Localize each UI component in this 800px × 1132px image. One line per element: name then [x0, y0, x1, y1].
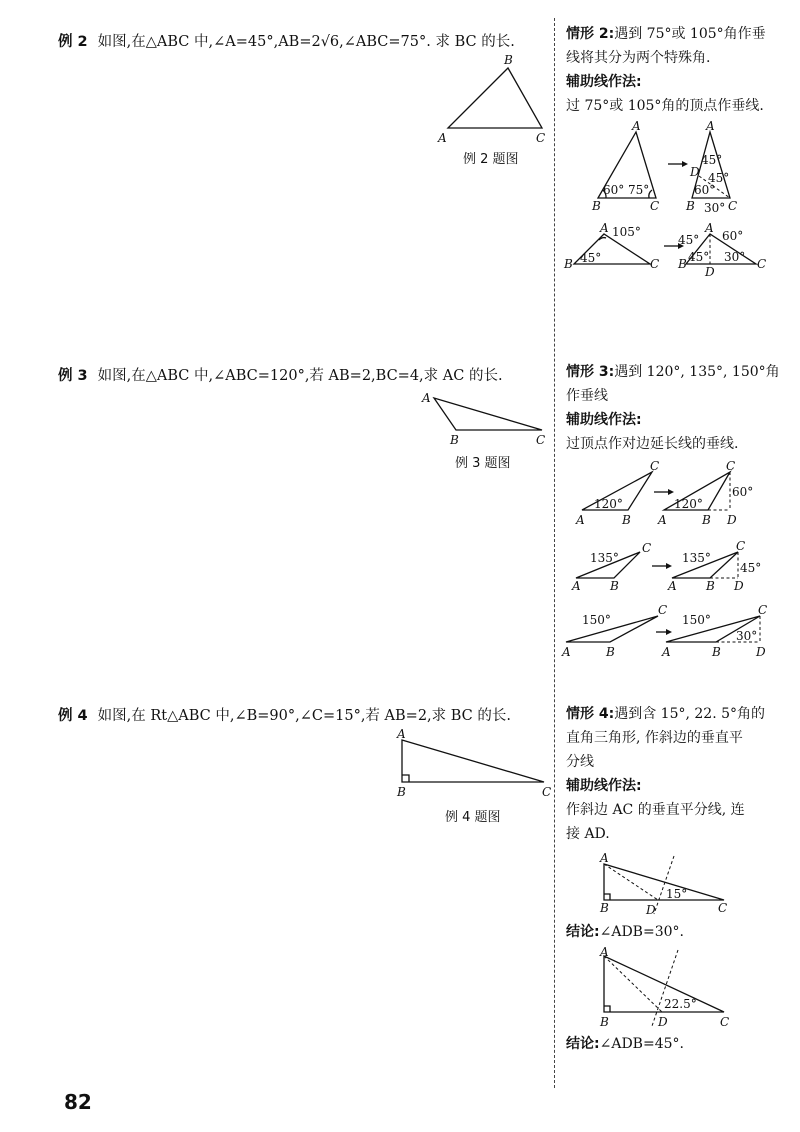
case-3-line-2: 作垂线 — [566, 388, 608, 404]
example-2-text: 如图,在△ABC 中,∠A=45°,AB=2√6,∠ABC=75°. 求 BC 的长. — [97, 34, 515, 50]
conclusion-label: 结论: — [566, 1036, 600, 1052]
angle-150: 150° — [582, 613, 611, 627]
label-b: B — [450, 433, 459, 447]
label-a: A — [422, 391, 431, 405]
label-c: C — [757, 257, 767, 271]
label-a: A — [562, 645, 571, 659]
label-a: A — [600, 945, 609, 959]
conclusion-text: ∠ADB=30°. — [599, 924, 684, 940]
case-3-line-1: 遇到 120°, 135°, 150°角 — [614, 364, 780, 380]
right-angle-mark — [402, 775, 409, 782]
label-a: A — [706, 119, 715, 133]
label-b: B — [686, 199, 695, 213]
case-4-method-title: 辅助线作法: — [566, 778, 642, 794]
case-4-method-line-1: 作斜边 AC 的垂直平分线, 连 — [566, 802, 745, 818]
label-b: B — [600, 1015, 609, 1029]
example-3-label: 例 3 — [58, 368, 88, 384]
triangle — [434, 398, 542, 430]
label-a: A — [668, 579, 677, 593]
label-a: A — [397, 727, 406, 741]
example-2-caption: 例 2 题图 — [463, 152, 519, 167]
label-c: C — [542, 785, 552, 799]
label-c: C — [726, 459, 736, 473]
angle-30: 30° — [704, 201, 726, 215]
right-angle-mark — [604, 894, 610, 900]
label-d: D — [734, 579, 744, 593]
angle-15: 15° — [666, 887, 688, 901]
label-c: C — [758, 603, 768, 617]
angle-45: 45° — [708, 171, 730, 185]
triangle — [448, 68, 542, 128]
example-3-text: 如图,在△ABC 中,∠ABC=120°,若 AB=2,BC=4,求 AC 的长. — [97, 368, 503, 384]
example-2-label: 例 2 — [58, 34, 88, 50]
angle-120: 120° — [594, 497, 623, 511]
angle-60: 60° — [722, 229, 744, 243]
label-a: A — [705, 221, 714, 235]
angle-45: 45° — [701, 153, 723, 167]
example-4-label: 例 4 — [58, 708, 88, 724]
example-4 — [58, 704, 511, 725]
label-b: B — [606, 645, 615, 659]
label-c: C — [720, 1015, 730, 1029]
label-b: B — [712, 645, 721, 659]
label-c: C — [650, 199, 660, 213]
example-3-figure — [418, 386, 553, 446]
case-4-note — [566, 702, 772, 846]
label-c: C — [650, 459, 660, 473]
arrow-head — [682, 161, 688, 167]
case-2-method-title: 辅助线作法: — [566, 74, 642, 90]
label-b: B — [610, 579, 619, 593]
label-a: A — [438, 131, 447, 145]
case-2-figure-1 — [586, 120, 776, 216]
column-divider — [554, 18, 555, 1088]
angle-120: 120° — [674, 497, 703, 511]
case-3-figure-150 — [562, 604, 772, 660]
triangle — [402, 740, 544, 782]
angle-75: 75° — [628, 183, 650, 197]
angle-150: 150° — [682, 613, 711, 627]
label-c: C — [658, 603, 668, 617]
label-c: C — [736, 539, 746, 553]
angle-60: 60° — [694, 183, 716, 197]
conclusion-label: 结论: — [566, 924, 600, 940]
case-3-method: 过顶点作对边延长线的垂线. — [566, 436, 739, 452]
label-b: B — [622, 513, 631, 527]
case-4-conclusion-2 — [566, 1032, 772, 1056]
label-b: B — [564, 257, 573, 271]
case-4-line-3: 分线 — [566, 754, 594, 770]
label-d: D — [756, 645, 766, 659]
angle-135: 135° — [590, 551, 619, 565]
arrow-head — [668, 489, 674, 495]
page-number: 82 — [64, 1090, 92, 1114]
right-angle-mark — [604, 1006, 610, 1012]
triangle-left — [566, 616, 658, 642]
label-b: B — [706, 579, 715, 593]
label-a: A — [658, 513, 667, 527]
label-d: D — [690, 165, 700, 179]
label-c: C — [718, 901, 728, 915]
label-b: B — [600, 901, 609, 915]
label-d: D — [658, 1015, 668, 1029]
angle-45: 45° — [740, 561, 762, 575]
case-3-note — [566, 360, 780, 456]
case-4-line-1: 遇到含 15°, 22. 5°角的 — [614, 706, 766, 722]
angle-arc — [649, 190, 652, 198]
label-b: B — [504, 53, 513, 67]
angle-45: 45° — [580, 251, 602, 265]
label-c: C — [642, 541, 652, 555]
case-3-method-title: 辅助线作法: — [566, 412, 642, 428]
example-2-figure — [430, 50, 560, 150]
example-4-figure — [394, 728, 554, 800]
case-2-note — [566, 22, 772, 118]
case-3-figure-135 — [572, 540, 772, 596]
example-2 — [58, 30, 515, 51]
label-d: D — [727, 513, 737, 527]
label-c: C — [536, 433, 546, 447]
angle-60: 60° — [732, 485, 754, 499]
segment-ad — [604, 864, 658, 900]
case-2-title: 情形 2: — [566, 26, 615, 42]
angle-22-5: 22.5° — [664, 997, 697, 1011]
arrow-head — [666, 563, 672, 569]
case-2-method: 过 75°或 105°角的顶点作垂线. — [566, 98, 764, 114]
case-3-title: 情形 3: — [566, 364, 615, 380]
label-a: A — [572, 579, 581, 593]
case-2-line-2: 线将其分为两个特殊角. — [566, 50, 711, 66]
case-4-title: 情形 4: — [566, 706, 615, 722]
label-b: B — [397, 785, 406, 799]
case-2-line-1: 遇到 75°或 105°角作垂 — [614, 26, 766, 42]
case-4-conclusion-1 — [566, 920, 772, 944]
label-b: B — [592, 199, 601, 213]
angle-45: 45° — [688, 250, 710, 264]
example-3-caption: 例 3 题图 — [455, 456, 511, 471]
case-4-figure-22-5 — [594, 946, 734, 1032]
label-a: A — [576, 513, 585, 527]
label-a: A — [662, 645, 671, 659]
label-c: C — [728, 199, 738, 213]
example-4-text: 如图,在 Rt△ABC 中,∠B=90°,∠C=15°,若 AB=2,求 BC 的长. — [97, 708, 511, 724]
angle-30: 30° — [736, 629, 758, 643]
label-c: C — [536, 131, 546, 145]
label-c: C — [650, 257, 660, 271]
case-2-figure-2 — [562, 222, 772, 282]
perpendicular-bisector — [654, 856, 674, 914]
angle-60: 60° — [603, 183, 625, 197]
angle-105: 105° — [612, 225, 641, 239]
label-b: B — [678, 257, 687, 271]
example-4-caption: 例 4 题图 — [445, 810, 501, 825]
case-3-figure-120 — [572, 460, 772, 526]
label-a: A — [600, 221, 609, 235]
arrow-head — [666, 629, 672, 635]
conclusion-text: ∠ADB=45°. — [599, 1036, 684, 1052]
example-3 — [58, 364, 503, 385]
label-a: A — [632, 119, 641, 133]
label-b: B — [702, 513, 711, 527]
angle-45: 45° — [678, 233, 700, 247]
segment-ad — [604, 956, 662, 1012]
triangle — [604, 864, 724, 900]
case-4-line-2: 直角三角形, 作斜边的垂直平 — [566, 730, 743, 746]
case-4-figure-15 — [594, 852, 734, 918]
label-a: A — [600, 851, 609, 865]
label-d: D — [646, 903, 656, 917]
case-4-method-line-2: 接 AD. — [566, 826, 610, 842]
angle-135: 135° — [682, 551, 711, 565]
label-d: D — [705, 265, 715, 279]
angle-30: 30° — [724, 250, 746, 264]
